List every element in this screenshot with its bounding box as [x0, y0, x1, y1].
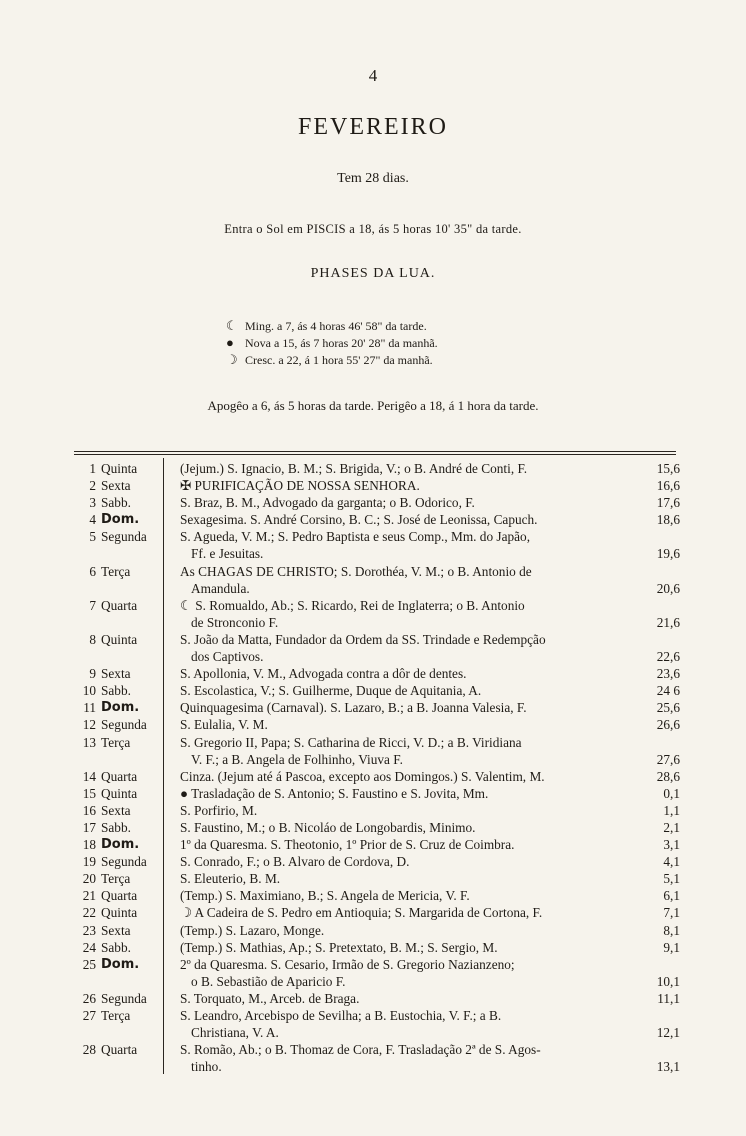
- moon-age: 26,6: [656, 717, 680, 733]
- weekday: Sexta: [101, 922, 131, 938]
- day-row: [74, 1041, 680, 1058]
- moon-age: [630, 734, 680, 751]
- moon-age: 5,1: [663, 871, 680, 887]
- saints-text: ☾ S. Romualdo, Ab.; S. Ricardo, Rei de Inglaterra; o B. Antonio: [180, 597, 525, 613]
- day-number: 20: [82, 871, 96, 887]
- weekday: Segunda: [101, 854, 147, 870]
- day-row: [74, 734, 680, 751]
- day-number: [74, 973, 96, 990]
- day-number: 9: [89, 666, 96, 682]
- day-row: [74, 836, 680, 853]
- day-number: 12: [82, 717, 96, 733]
- weekday: Segunda: [101, 529, 147, 545]
- moon-age: 9,1: [663, 939, 680, 955]
- moon-age: 18,6: [656, 512, 680, 528]
- day-number: 14: [82, 768, 96, 784]
- day-number: 28: [82, 1042, 96, 1058]
- day-row: [74, 1007, 680, 1024]
- moon-age: 10,1: [656, 973, 680, 989]
- saints-text: de Stronconio F.: [191, 614, 279, 630]
- day-number: 2: [89, 478, 96, 494]
- weekday: Sabb.: [101, 939, 131, 955]
- day-number: 3: [89, 495, 96, 511]
- waning-moon-icon: ☾: [226, 318, 238, 333]
- day-row: [74, 904, 680, 921]
- new-moon-icon: ●: [226, 335, 234, 350]
- weekday: Sabb.: [101, 819, 131, 835]
- month-title: FEVEREIRO: [298, 114, 448, 140]
- saints-text: S. Braz, B. M., Advogado da garganta; o B. Odorico, F.: [180, 495, 475, 511]
- day-row: [74, 597, 680, 614]
- weekday: Segunda: [101, 717, 147, 733]
- moon-phase-text: Ming. a 7, ás 4 horas 46' 58" da tarde.: [245, 319, 427, 333]
- moon-age: [630, 563, 680, 580]
- saints-text: (Temp.) S. Lazaro, Monge.: [180, 922, 325, 938]
- weekday: Quinta: [101, 461, 138, 476]
- moon-age: 28,6: [656, 768, 680, 784]
- day-number: 4: [89, 512, 96, 528]
- moon-age: 13,1: [656, 1059, 680, 1075]
- saints-text: Cinza. (Jejum até á Pascoa, excepto aos Domingos.) S. Valentim, M.: [180, 768, 545, 784]
- waxing-moon-icon: ☽: [226, 352, 238, 367]
- saints-text: Amandula.: [191, 580, 250, 596]
- saints-text: 2º da Quaresma. S. Cesario, Irmão de S. Gregorio Nazianzeno;: [180, 956, 515, 972]
- day-number: 18: [82, 837, 96, 853]
- day-row: [74, 494, 680, 511]
- saints-text: (Jejum.) S. Ignacio, B. M.; S. Brigida, V.; o B. André de Conti, F.: [180, 461, 528, 476]
- day-row: [74, 716, 680, 733]
- day-number: 21: [82, 888, 96, 904]
- weekday: Quarta: [101, 888, 138, 904]
- moon-age: 27,6: [656, 751, 680, 767]
- day-row: [74, 802, 680, 819]
- moon-age: [630, 597, 680, 614]
- day-row: [74, 665, 680, 682]
- saints-text: ☽ A Cadeira de S. Pedro em Antioquia; S. Margarida de Cortona, F.: [180, 905, 543, 921]
- saints-text: tinho.: [191, 1059, 222, 1075]
- saints-text: (Temp.) S. Maximiano, B.; S. Angela de Mericia, V. F.: [180, 888, 470, 904]
- moon-age: 12,1: [656, 1025, 680, 1041]
- moon-age: 7,1: [663, 905, 680, 921]
- day-row: [74, 528, 680, 545]
- saints-text: (Temp.) S. Mathias, Ap.; S. Pretextato, B. M.; S. Sergio, M.: [180, 939, 498, 955]
- weekday: Segunda: [101, 990, 147, 1006]
- weekday: Dom.: [101, 837, 140, 853]
- moon-age: 25,6: [656, 700, 680, 716]
- moon-age: 19,6: [656, 546, 680, 562]
- saints-text: dos Captivos.: [191, 649, 264, 665]
- moon-age: 0,1: [663, 785, 680, 801]
- top-rule-double: [74, 454, 676, 455]
- day-number: 7: [89, 597, 96, 613]
- day-row: [74, 511, 680, 528]
- saints-text: Christiana, V. A.: [191, 1025, 279, 1041]
- day-row-continuation: [74, 751, 680, 768]
- moon-age: 23,6: [656, 666, 680, 682]
- day-number: 17: [82, 819, 96, 835]
- days-count: Tem 28 dias.: [337, 171, 409, 186]
- saints-text: S. João da Matta, Fundador da Ordem da SS. Trindade e Redempção: [180, 631, 546, 647]
- top-rule: [74, 451, 676, 452]
- day-row: [74, 563, 680, 580]
- weekday: Sexta: [101, 666, 131, 682]
- saints-text: ● Trasladação de S. Antonio; S. Faustino e S. Jovita, Mm.: [180, 785, 489, 801]
- day-row: [74, 922, 680, 939]
- weekday: [96, 751, 171, 768]
- moon-age: 1,1: [663, 802, 680, 818]
- weekday: [96, 580, 171, 597]
- weekday: [96, 614, 171, 631]
- apogee-perigee: Apogêo a 6, ás 5 horas da tarde. Perigêo a 18, á 1 hora da tarde.: [207, 398, 539, 413]
- day-row: [74, 785, 680, 802]
- saints-text: S. Agueda, V. M.; S. Pedro Baptista e seus Comp., Mm. do Japão,: [180, 529, 531, 545]
- saints-text: 1º da Quaresma. S. Theotonio, 1º Prior de S. Cruz de Coimbra.: [180, 837, 515, 853]
- weekday: Sexta: [101, 802, 131, 818]
- moon-age: 6,1: [663, 888, 680, 904]
- moon-age: [630, 631, 680, 648]
- moon-phase-text: Nova a 15, ás 7 horas 20' 28" da manhã.: [245, 336, 438, 350]
- weekday: Quarta: [101, 1042, 138, 1058]
- weekday: Dom.: [101, 512, 140, 528]
- moon-age: 21,6: [656, 614, 680, 630]
- day-number: 23: [82, 922, 96, 938]
- day-number: [74, 580, 96, 597]
- moon-age: 4,1: [663, 854, 680, 870]
- moon-age: 2,1: [663, 819, 680, 835]
- saints-text: S. Torquato, M., Arceb. de Braga.: [180, 990, 360, 1006]
- moon-age: [630, 956, 680, 973]
- day-row-continuation: [74, 1024, 680, 1041]
- saints-text: S. Leandro, Arcebispo de Sevilha; a B. Eustochia, V. F.; a B.: [180, 1008, 502, 1023]
- day-number: [74, 1024, 96, 1041]
- weekday: Quinta: [101, 785, 138, 801]
- day-row: [74, 870, 680, 887]
- weekday: Sexta: [101, 478, 131, 494]
- day-row: [74, 682, 680, 699]
- day-number: 25: [82, 956, 96, 972]
- moon-phases-heading: PHASES DA LUA.: [310, 266, 436, 281]
- moon-age: 24 6: [656, 683, 680, 699]
- weekday: Quinta: [101, 631, 138, 647]
- weekday: Sabb.: [101, 683, 131, 699]
- saints-text: S. Apollonia, V. M., Advogada contra a dôr de dentes.: [180, 666, 467, 682]
- saints-text: Ff. e Jesuitas.: [191, 546, 264, 562]
- day-number: 13: [82, 734, 96, 750]
- day-row: [74, 990, 680, 1007]
- day-row: [74, 699, 680, 716]
- day-number: 8: [89, 631, 96, 647]
- day-number: 15: [82, 785, 96, 801]
- calendar-table: [74, 460, 680, 1075]
- moon-phase-waning: [226, 318, 427, 334]
- sun-entry: Entra o Sol em PISCIS a 18, ás 5 horas 10' 35" da tarde.: [224, 222, 522, 236]
- moon-phase-new: [226, 335, 438, 351]
- day-number: [74, 614, 96, 631]
- weekday: [96, 973, 171, 990]
- weekday: Quarta: [101, 597, 138, 613]
- saints-text: Sexagesima. S. André Corsino, B. C.; S. José de Leonissa, Capuch.: [180, 512, 538, 528]
- moon-phase-waxing: [226, 352, 433, 368]
- day-row: [74, 956, 680, 973]
- day-row-continuation: [74, 614, 680, 631]
- weekday: Dom.: [101, 700, 140, 716]
- weekday: Terça: [101, 734, 131, 750]
- saints-text: S. Faustino, M.; o B. Nicoláo de Longobardis, Minimo.: [180, 819, 476, 835]
- day-number: [74, 751, 96, 768]
- moon-age: 3,1: [663, 837, 680, 853]
- day-number: 11: [83, 700, 96, 716]
- day-number: 6: [89, 563, 96, 579]
- day-number: 26: [82, 990, 96, 1006]
- day-number: 5: [89, 529, 96, 545]
- saints-text: o B. Sebastião de Aparicio F.: [191, 973, 346, 989]
- moon-age: 11,1: [657, 990, 680, 1006]
- day-row: [74, 939, 680, 956]
- weekday: Dom.: [101, 956, 140, 972]
- moon-age: 20,6: [656, 580, 680, 596]
- day-number: [74, 1058, 96, 1075]
- moon-age: [630, 528, 680, 545]
- saints-text: V. F.; a B. Angela de Folhinho, Viuva F.: [191, 751, 403, 767]
- day-number: [74, 545, 96, 562]
- day-number: 24: [82, 939, 96, 955]
- day-row: [74, 819, 680, 836]
- day-row: [74, 631, 680, 648]
- moon-age: 16,6: [656, 478, 680, 494]
- moon-age: [630, 1007, 680, 1024]
- saints-text: S. Eulalia, V. M.: [180, 717, 268, 733]
- weekday: Quinta: [101, 905, 138, 921]
- moon-age: 15,6: [656, 461, 680, 476]
- moon-phase-text: Cresc. a 22, á 1 hora 55' 27" da manhã.: [245, 353, 433, 367]
- weekday: Terça: [101, 1008, 131, 1023]
- day-row-continuation: [74, 580, 680, 597]
- day-number: 22: [82, 905, 96, 921]
- day-number: 10: [82, 683, 96, 699]
- moon-age: 17,6: [656, 495, 680, 511]
- weekday: Sabb.: [101, 495, 131, 511]
- saints-text: S. Escolastica, V.; S. Guilherme, Duque de Aquitania, A.: [180, 683, 482, 699]
- saints-text: Quinquagesima (Carnaval). S. Lazaro, B.; a B. Joanna Valesia, F.: [180, 700, 527, 716]
- page-number: 4: [368, 66, 378, 85]
- day-row: [74, 477, 680, 494]
- day-number: 1: [89, 461, 96, 476]
- saints-text: S. Eleuterio, B. M.: [180, 871, 281, 887]
- moon-age: 8,1: [663, 922, 680, 938]
- saints-text: S. Porfirio, M.: [180, 802, 258, 818]
- weekday: [96, 1024, 171, 1041]
- day-row-continuation: [74, 1058, 680, 1075]
- moon-age: 22,6: [656, 649, 680, 665]
- day-number: [74, 648, 96, 665]
- weekday: [96, 648, 171, 665]
- day-row: [74, 460, 680, 477]
- weekday: Terça: [101, 871, 131, 887]
- saints-text: S. Gregorio II, Papa; S. Catharina de Ricci, V. D.; a B. Viridiana: [180, 734, 522, 750]
- weekday: Terça: [101, 563, 131, 579]
- day-number: 27: [82, 1008, 96, 1023]
- saints-text: As CHAGAS DE CHRISTO; S. Dorothéa, V. M.; o B. Antonio de: [180, 563, 532, 579]
- saints-text: S. Conrado, F.; o B. Alvaro de Cordova, D.: [180, 854, 410, 870]
- weekday: [96, 1058, 171, 1075]
- saints-text: S. Romão, Ab.; o B. Thomaz de Cora, F. Trasladação 2ª de S. Agos-: [180, 1042, 541, 1058]
- day-number: 16: [82, 802, 96, 818]
- day-row-continuation: [74, 973, 680, 990]
- day-row-continuation: [74, 648, 680, 665]
- moon-age: [630, 1041, 680, 1058]
- day-row-continuation: [74, 545, 680, 562]
- day-number: 19: [82, 854, 96, 870]
- weekday: Quarta: [101, 768, 138, 784]
- day-row: [74, 887, 680, 904]
- saints-text: ✠ PURIFICAÇÃO DE NOSSA SENHORA.: [180, 478, 420, 494]
- day-row: [74, 768, 680, 785]
- weekday: [96, 545, 171, 562]
- day-row: [74, 853, 680, 870]
